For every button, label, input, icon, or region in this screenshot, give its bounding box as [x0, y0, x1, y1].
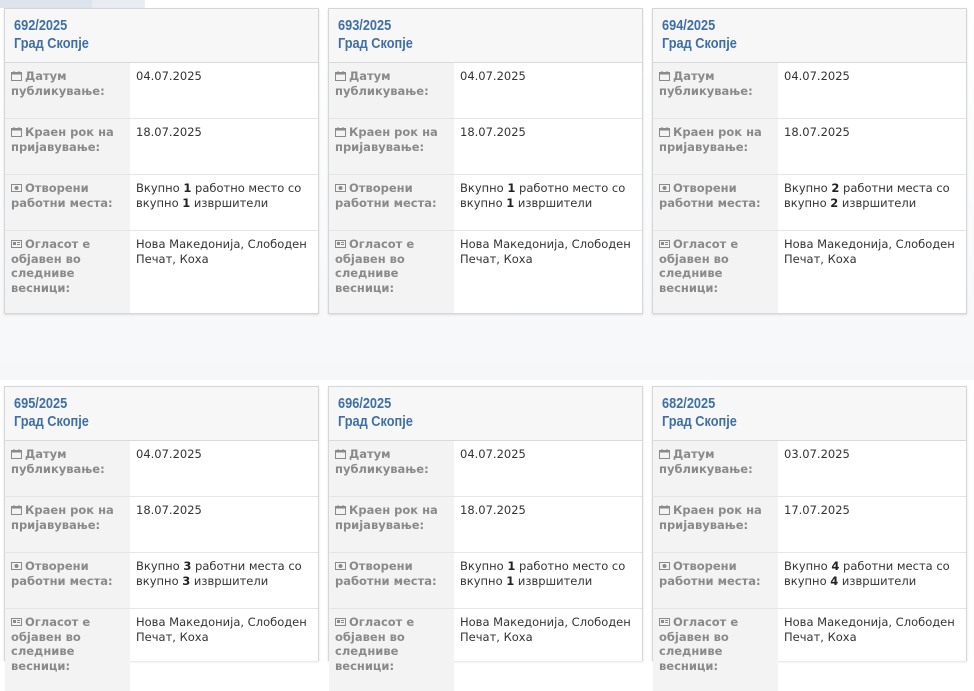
money-icon — [335, 561, 346, 571]
newspapers-label: Огласот е објавен во следниве весници: — [653, 231, 778, 313]
published-label: Датум публикување: — [5, 63, 130, 118]
newspapers-value: Нова Македонија, Слободен Печат, Коха — [460, 237, 631, 266]
job-ad-card[interactable] — [652, 386, 967, 673]
deadline-date: 17.07.2025 — [784, 503, 850, 517]
published-row — [653, 441, 966, 497]
money-icon — [659, 561, 670, 571]
positions-value: Вкупно 2 работни места со вкупно 2 извршители — [784, 181, 950, 210]
newspapers-value: Нова Македонија, Слободен Печат, Коха — [784, 615, 955, 644]
published-row — [329, 441, 642, 497]
positions-label: Отворени работни места: — [653, 553, 778, 608]
positions-row — [5, 553, 318, 609]
newspaper-icon — [11, 239, 22, 249]
deadline-label: Краен рок на пријавување: — [329, 119, 454, 174]
card-header[interactable] — [653, 9, 966, 63]
newspapers-row — [653, 609, 966, 691]
newspapers-row — [329, 231, 642, 313]
positions-value: Вкупно 1 работно место со вкупно 1 извршители — [460, 559, 626, 588]
positions-value: Вкупно 1 работно место со вкупно 1 извршители — [460, 181, 626, 210]
deadline-date: 18.07.2025 — [784, 125, 850, 139]
calendar-icon — [659, 127, 670, 137]
newspapers-row — [5, 609, 318, 691]
job-ad-card[interactable] — [328, 8, 643, 314]
newspapers-label: Огласот е објавен во следниве весници: — [653, 609, 778, 691]
published-row — [5, 63, 318, 119]
newspapers-value: Нова Македонија, Слободен Печат, Коха — [136, 615, 307, 644]
calendar-icon — [335, 505, 346, 515]
newspapers-value: Нова Македонија, Слободен Печат, Коха — [784, 237, 955, 266]
calendar-icon — [11, 449, 22, 459]
newspaper-icon — [335, 617, 346, 627]
newspaper-icon — [335, 239, 346, 249]
published-date: 04.07.2025 — [460, 447, 526, 461]
ad-city: Град Скопје — [662, 414, 737, 430]
deadline-date: 18.07.2025 — [460, 503, 526, 517]
ad-number[interactable]: 692/2025 — [14, 18, 68, 34]
calendar-icon — [335, 71, 346, 81]
published-label: Датум публикување: — [329, 63, 454, 118]
card-header[interactable] — [653, 387, 966, 441]
newspapers-label: Огласот е објавен во следниве весници: — [329, 231, 454, 313]
calendar-icon — [335, 127, 346, 137]
published-date: 04.07.2025 — [136, 69, 202, 83]
positions-label: Отворени работни места: — [5, 175, 130, 230]
job-ad-card[interactable] — [652, 8, 967, 314]
positions-row — [5, 175, 318, 231]
newspaper-icon — [659, 239, 670, 249]
positions-value: Вкупно 1 работно место со вкупно 1 извршители — [136, 181, 302, 210]
job-ad-card[interactable] — [4, 386, 319, 673]
positions-row — [329, 175, 642, 231]
published-label: Датум публикување: — [653, 63, 778, 118]
calendar-icon — [335, 449, 346, 459]
published-date: 04.07.2025 — [136, 447, 202, 461]
positions-label: Отворени работни места: — [329, 553, 454, 608]
positions-value: Вкупно 4 работни места со вкупно 4 извршители — [784, 559, 950, 588]
money-icon — [11, 561, 22, 571]
ad-number[interactable]: 693/2025 — [338, 18, 392, 34]
published-row — [329, 63, 642, 119]
published-label: Датум публикување: — [5, 441, 130, 496]
newspaper-icon — [659, 617, 670, 627]
card-header[interactable] — [329, 9, 642, 63]
newspapers-label: Огласот е објавен во следниве весници: — [5, 609, 130, 691]
positions-label: Отворени работни места: — [329, 175, 454, 230]
deadline-date: 18.07.2025 — [136, 125, 202, 139]
card-header[interactable] — [329, 387, 642, 441]
published-row — [5, 441, 318, 497]
ad-city: Град Скопје — [338, 36, 413, 52]
deadline-date: 18.07.2025 — [460, 125, 526, 139]
job-ad-card[interactable] — [4, 8, 319, 314]
published-label: Датум публикување: — [653, 441, 778, 496]
ad-city: Град Скопје — [338, 414, 413, 430]
deadline-row — [5, 119, 318, 175]
money-icon — [11, 183, 22, 193]
newspapers-row — [5, 231, 318, 313]
calendar-icon — [11, 127, 22, 137]
positions-value: Вкупно 3 работни места со вкупно 3 извршители — [136, 559, 302, 588]
newspapers-label: Огласот е објавен во следниве весници: — [329, 609, 454, 691]
ad-number[interactable]: 682/2025 — [662, 396, 716, 412]
positions-label: Отворени работни места: — [653, 175, 778, 230]
card-header[interactable] — [5, 9, 318, 63]
positions-row — [653, 175, 966, 231]
deadline-date: 18.07.2025 — [136, 503, 202, 517]
newspapers-value: Нова Македонија, Слободен Печат, Коха — [136, 237, 307, 266]
calendar-icon — [11, 505, 22, 515]
newspapers-row — [329, 609, 642, 691]
deadline-label: Краен рок на пријавување: — [653, 497, 778, 552]
deadline-label: Краен рок на пријавување: — [5, 497, 130, 552]
deadline-label: Краен рок на пријавување: — [5, 119, 130, 174]
ad-city: Град Скопје — [14, 414, 89, 430]
positions-label: Отворени работни места: — [5, 553, 130, 608]
newspapers-value: Нова Македонија, Слободен Печат, Коха — [460, 615, 631, 644]
calendar-icon — [659, 449, 670, 459]
newspapers-label: Огласот е објавен во следниве весници: — [5, 231, 130, 313]
positions-row — [329, 553, 642, 609]
top-tab-active — [0, 0, 92, 8]
published-date: 04.07.2025 — [460, 69, 526, 83]
calendar-icon — [659, 71, 670, 81]
published-label: Датум публикување: — [329, 441, 454, 496]
ad-number[interactable]: 696/2025 — [338, 396, 392, 412]
deadline-row — [329, 119, 642, 175]
published-date: 04.07.2025 — [784, 69, 850, 83]
deadline-row — [329, 497, 642, 553]
ad-number[interactable]: 694/2025 — [662, 18, 716, 34]
positions-row — [653, 553, 966, 609]
published-row — [653, 63, 966, 119]
deadline-row — [5, 497, 318, 553]
deadline-row — [653, 497, 966, 553]
published-date: 03.07.2025 — [784, 447, 850, 461]
calendar-icon — [11, 71, 22, 81]
ad-city: Град Скопје — [14, 36, 89, 52]
ad-number[interactable]: 695/2025 — [14, 396, 68, 412]
money-icon — [335, 183, 346, 193]
calendar-icon — [659, 505, 670, 515]
deadline-label: Краен рок на пријавување: — [653, 119, 778, 174]
deadline-label: Краен рок на пријавување: — [329, 497, 454, 552]
ad-city: Град Скопје — [662, 36, 737, 52]
money-icon — [659, 183, 670, 193]
job-ad-card[interactable] — [328, 386, 643, 673]
card-header[interactable] — [5, 387, 318, 441]
newspaper-icon — [11, 617, 22, 627]
newspapers-row — [653, 231, 966, 313]
deadline-row — [653, 119, 966, 175]
